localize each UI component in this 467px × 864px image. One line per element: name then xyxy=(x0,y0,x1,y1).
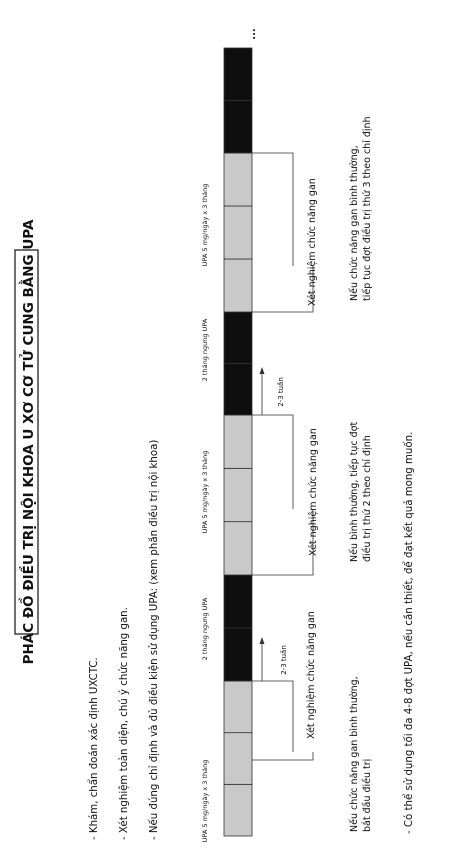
course-label-2: UPA 5 mg/ngày x 3 tháng xyxy=(201,450,209,534)
document-title: PHÁC ĐỒ ĐIỀU TRỊ NỘI KHOA U XƠ CƠ TỬ CUNG BẰNG UPA xyxy=(21,219,37,665)
note-1-line-2: bắt đầu điều trị xyxy=(362,758,373,832)
course-label-1: UPA 5 mg/ngày x 3 tháng xyxy=(201,759,209,843)
upa-pause-2-month-2 xyxy=(224,312,252,364)
upa-pause-1-month-1 xyxy=(224,628,252,681)
note-3-line-1: Nếu chức năng gan bình thường, xyxy=(349,145,360,301)
upa-course-2-month-2 xyxy=(224,468,252,521)
timeline-strip xyxy=(224,48,252,836)
connector-decision-1 xyxy=(252,752,313,760)
connector-liver-test-2 xyxy=(252,415,293,509)
upa-course-1-month-1 xyxy=(224,784,252,836)
interval-arrow-1 xyxy=(260,637,265,644)
connector-decision-3 xyxy=(252,266,313,312)
upa-pause-3-month-1 xyxy=(224,101,252,154)
note-2-line-1: Nếu bình thường, tiếp tục đợt xyxy=(349,421,360,562)
interval-label-1: 2-3 tuần xyxy=(280,645,288,675)
note-2-line-2: điều trị thứ 2 theo chỉ định xyxy=(362,435,373,562)
liver-test-label-3: Xét nghiệm chức năng gan xyxy=(307,178,318,306)
upa-course-3-month-2 xyxy=(224,206,252,259)
upa-course-3-month-1 xyxy=(224,259,252,312)
course-label-3: UPA 5 mg/ngày x 3 tháng xyxy=(201,183,209,267)
footer-note: - Có thể sử dụng tối đa 4-8 đợt UPA, nếu cần thiết, để đạt kết quả mong muốn. xyxy=(404,431,415,834)
bullet-2: - Xét nghiệm toàn diện, chú ý chức năng gan. xyxy=(119,607,130,840)
title-block xyxy=(15,219,38,664)
bullet-3: - Nếu đúng chỉ định và đủ điều kiện sử dụng UPA: (xem phần điều trị nội khoa) xyxy=(149,439,160,840)
connector-liver-test-3 xyxy=(252,153,293,266)
upa-course-2-month-3 xyxy=(224,415,252,468)
upa-course-1-month-2 xyxy=(224,733,252,785)
interval-label-2: 2-3 tuần xyxy=(277,377,285,407)
liver-test-label-2: Xét nghiệm chức năng gan xyxy=(308,428,319,556)
connector-decision-2 xyxy=(252,509,313,575)
bullet-1: - Khám, chẩn đoán xác định UXCTC. xyxy=(89,657,100,840)
upa-course-2-month-1 xyxy=(224,522,252,575)
upa-course-3-month-3 xyxy=(224,153,252,206)
upa-pause-1-month-2 xyxy=(224,575,252,628)
note-1-line-1: Nếu chức năng gan bình thường, xyxy=(349,676,360,832)
upa-pause-3-month-2 xyxy=(224,48,252,101)
upa-course-1-month-3 xyxy=(224,681,252,733)
connector-liver-test-1 xyxy=(252,681,293,752)
liver-test-label-1: Xét nghiệm chức năng gan xyxy=(306,611,317,739)
upa-pause-2-month-1 xyxy=(224,364,252,416)
timeline-ellipsis: ... xyxy=(247,28,258,40)
pause-label-2: 2 tháng ngưng UPA xyxy=(201,318,209,382)
pause-label-1: 2 tháng ngưng UPA xyxy=(201,597,209,661)
interval-arrow-2 xyxy=(260,367,265,374)
note-3-line-2: tiếp tục đợt điều trị thứ 3 theo chỉ định xyxy=(362,116,373,301)
